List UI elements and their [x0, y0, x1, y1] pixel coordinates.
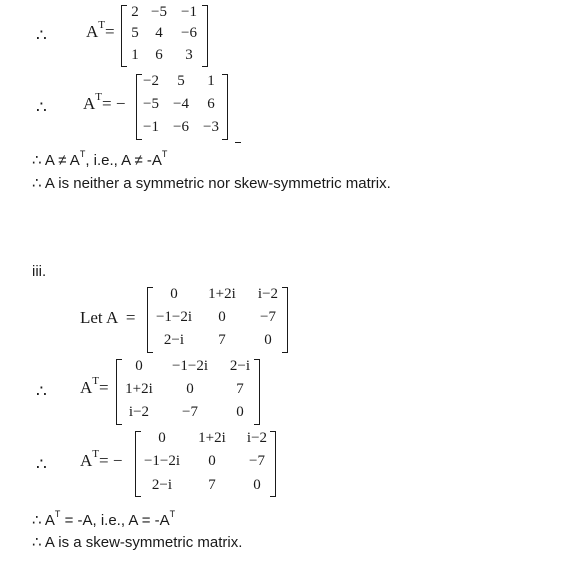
matrix-cell: 1: [207, 73, 215, 89]
matrix-cell: 1: [131, 47, 139, 63]
matrix-cell: −1−2i: [171, 358, 209, 374]
conclusion-line-4: ∴ A is a skew-symmetric matrix.: [32, 534, 243, 551]
matrix-cell: −6: [181, 25, 197, 41]
transpose-lhs: $A^T=$ −: [83, 91, 126, 113]
transpose-lhs: $A^T=$ −: [80, 448, 123, 470]
matrix-cell: 7: [218, 332, 226, 348]
therefore-symbol: ∴: [36, 26, 47, 45]
matrix-cell: 2: [131, 4, 139, 20]
matrix-cell: −2: [143, 73, 159, 89]
matrix-cell: 0: [218, 309, 226, 325]
matrix-cell: 7: [236, 381, 244, 397]
let-a-label: Let A =: [80, 308, 136, 327]
matrix-cell: 4: [155, 25, 163, 41]
therefore-symbol: ∴: [36, 382, 47, 401]
matrix-cell: 0: [236, 404, 244, 420]
matrix-cell: −7: [249, 453, 265, 469]
matrix-cell: 5: [177, 73, 185, 89]
matrix-cell: 0: [158, 430, 166, 446]
matrix-cell: 2−i: [229, 358, 251, 374]
therefore-symbol: ∴: [36, 98, 47, 117]
matrix-cell: 6: [155, 47, 163, 63]
matrix-cell: −1: [181, 4, 197, 20]
trailing-mark: [235, 142, 241, 143]
matrix-right-bracket: [202, 5, 208, 67]
matrix-cell: 0: [170, 286, 178, 302]
transpose-lhs: $A^T=$: [80, 375, 109, 397]
conclusion-line-3: ∴ $A^T = -A$, i.e., $A = -A^T$: [32, 509, 176, 529]
matrix-cell: i−2: [128, 404, 150, 420]
conclusion-line-1: ∴ $A \ne A^T$, i.e., $A \ne -A^T$: [32, 149, 168, 169]
matrix-cell: 6: [207, 96, 215, 112]
matrix-cell: −7: [260, 309, 276, 325]
therefore-symbol: ∴: [36, 455, 47, 474]
matrix-cell: 1+2i: [208, 286, 236, 302]
matrix-cell: 2−i: [151, 477, 173, 493]
matrix-cell: 0: [253, 477, 261, 493]
matrix-cell: −1−2i: [155, 309, 193, 325]
matrix-cell: 0: [208, 453, 216, 469]
matrix-cell: 5: [131, 25, 139, 41]
matrix-cell: −1: [143, 119, 159, 135]
matrix-cell: −5: [143, 96, 159, 112]
matrix-cell: 7: [208, 477, 216, 493]
matrix-cell: 0: [135, 358, 143, 374]
part-label: iii.: [32, 263, 47, 280]
matrix-cell: 0: [186, 381, 194, 397]
matrix-cell: −3: [203, 119, 219, 135]
matrix-cell: −7: [182, 404, 198, 420]
conclusion-line-2: ∴ A is neither a symmetric nor skew-symmetric matrix.: [32, 175, 391, 192]
matrix-cell: −1−2i: [143, 453, 181, 469]
matrix-cell: i−2: [246, 430, 268, 446]
matrix-cell: 0: [264, 332, 272, 348]
matrix-cell: i−2: [257, 286, 279, 302]
matrix-cell: −5: [151, 4, 167, 20]
transpose-lhs: $A^T=$: [86, 19, 115, 41]
matrix-cell: 1+2i: [198, 430, 226, 446]
matrix-cell: −4: [173, 96, 189, 112]
matrix-cell: 2−i: [163, 332, 185, 348]
matrix-cell: −6: [173, 119, 189, 135]
matrix-cell: 1+2i: [125, 381, 153, 397]
matrix-cell: 3: [185, 47, 193, 63]
